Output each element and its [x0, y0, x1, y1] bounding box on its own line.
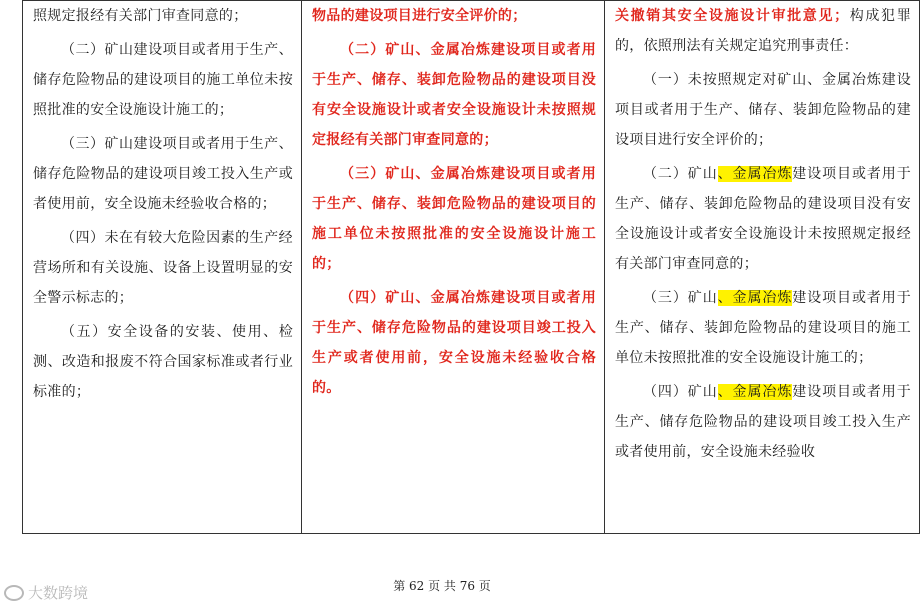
watermark [4, 582, 88, 603]
plain-text: 建设项目或者用于生产、储存危险物品的建设项目竣工投入生产或者使用前，安全设施未经验收 [615, 384, 912, 460]
paragraph: （四）矿山、金属冶炼建设项目或者用于生产、储存危险物品的建设项目竣工投入生产或者使用前，安全设施未经验收合格的。 [312, 290, 596, 396]
plain-text: （四）矿山 [643, 384, 718, 400]
plain-text: （三）矿山 [643, 290, 718, 306]
paragraph: （三）矿山建设项目或者用于生产、储存危险物品的建设项目竣工投入生产或者使用前，安全设施未经验收合格的； [33, 136, 293, 212]
page-number: 第 62 页 共 76 页 [393, 579, 491, 593]
comparison-table [22, 0, 920, 534]
paragraph: （二）矿山、金属冶炼建设项目或者用于生产、储存、装卸危险物品的建设项目没有安全设施设计或者安全设施设计未按照规定报经有关部门审查同意的； [312, 42, 596, 148]
paragraph: 物品的建设项目进行安全评价的； [312, 8, 527, 24]
table-row [23, 1, 920, 534]
highlighted-text: 、金属冶炼 [717, 290, 793, 306]
watermark-logo-icon [4, 585, 24, 601]
paragraph [615, 159, 911, 279]
paragraph: （三）矿山、金属冶炼建设项目或者用于生产、储存、装卸危险物品的建设项目的施工单位未按照批准的安全设施设计施工的； [312, 166, 596, 272]
amended-law-column [605, 1, 920, 534]
paragraph: （四）未在有较大危险因素的生产经营场所和有关设施、设备上设置明显的安全警示标志的； [33, 230, 293, 306]
red-text: 关撤销其安全设施设计审批意见； [615, 8, 849, 24]
old-law-column [23, 1, 302, 534]
paragraph [615, 377, 911, 467]
paragraph [615, 1, 911, 61]
watermark-text: 大数跨境 [28, 584, 89, 602]
highlighted-text: 、金属冶炼 [717, 384, 793, 400]
paragraph: 照规定报经有关部门审查同意的； [33, 8, 248, 24]
plain-text: 构成犯罪的，依照刑法有关规定追究刑事责任： [615, 8, 912, 54]
paragraph: （五）安全设备的安装、使用、检测、改造和报废不符合国家标准或者行业标准的； [33, 324, 293, 400]
highlighted-text: 、金属冶炼 [717, 166, 793, 182]
paragraph: （一）未按照规定对矿山、金属冶炼建设项目或者用于生产、储存、装卸危险物品的建设项目进行安全评价的； [615, 72, 911, 148]
plain-text: 建设项目或者用于生产、储存、装卸危险物品的建设项目的施工单位未按照批准的安全设施设计施工的； [615, 290, 912, 366]
paragraph [615, 283, 911, 373]
paragraph: （二）矿山建设项目或者用于生产、储存危险物品的建设项目的施工单位未按照批准的安全设施设计施工的； [33, 42, 293, 118]
plain-text: （二）矿山 [643, 166, 718, 182]
new-law-column [302, 1, 605, 534]
plain-text: 建设项目或者用于生产、储存、装卸危险物品的建设项目没有安全设施设计或者安全设施设计未按照规定报经有关部门审查同意的； [615, 166, 912, 272]
